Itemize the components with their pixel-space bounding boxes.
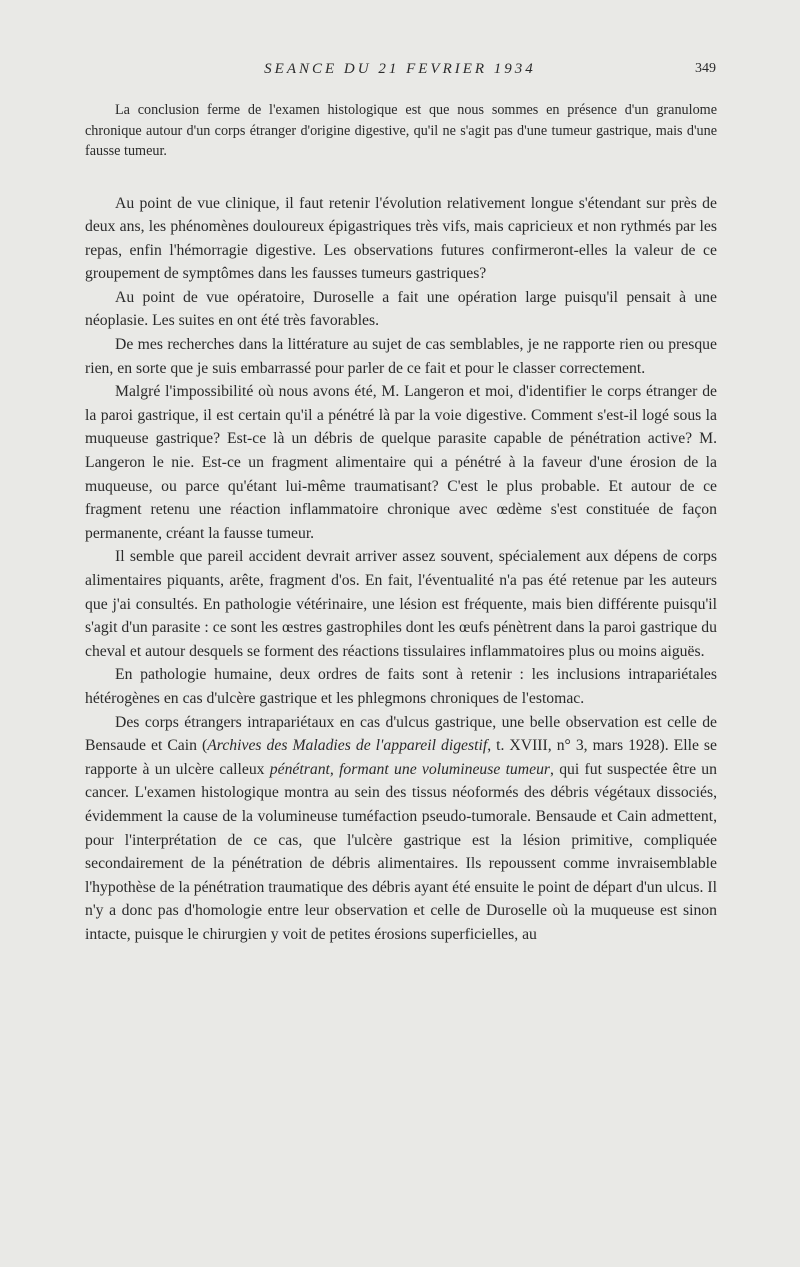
- paragraph-foreign-body: Malgré l'impossibilité où nous avons été, M. Langeron et moi, d'identifier le corps étranger de la paroi gastrique, il est certain qu'il a pénétré là par la voie digestive. Comment s'est-il logé sous la muqueuse gastrique? Est-ce là un débris de quelque parasite capable de pénétration active? M. Langeron le nie. Est-ce un fragment alimentaire qui a pénétré à la faveur d'une érosion de la muqueuse, ou parce qu'étant lui-même traumatisant? C'est le plus probable. Et autour de ce fragment retenu une réaction inflammatoire chronique avec œdème s'est constituée de façon permanente, créant la fausse tumeur.: [85, 383, 717, 542]
- journal-citation: Archives des Maladies de l'appareil digestif: [207, 737, 488, 755]
- paragraph-text-3: , qui fut suspectée être un cancer. L'examen histologique montra au sein des tissus néoformés des débris végétaux dissociés, évidemment la cause de la volumineuse tuméfaction pseudo-tumorale. Bensaude et Cain admettent, pour l'interprétation de ce cas, que l'ulcère gastrique est la lésion primitive, compliquée secondairement de la pénétration de débris alimentaires. Ils repoussent comme invraisemblable l'hypothèse de la pénétration traumatique des débris ayant été ensuite le point de départ d'un ulcus. Il n'y a donc pas d'homologie entre leur observation et celle de Duroselle où la muqueuse est sinon intacte, puisque le chirurgien y voit de petites érosions superficielles, au: [85, 760, 717, 943]
- page-header: [0, 56, 800, 84]
- paragraph-human-pathology: En pathologie humaine, deux ordres de faits sont à retenir : les inclusions intrapariétales hétérogènes en cas d'ulcère gastrique et les phlegmons chroniques de l'estomac.: [85, 666, 717, 707]
- emphasis-text: pénétrant, formant une volumineuse tumeur: [269, 760, 551, 778]
- page-number: 349: [695, 61, 716, 76]
- paragraph-research: De mes recherches dans la littérature au sujet de cas semblables, je ne rapporte rien ou presque rien, en sorte que je suis embarrassé pour parler de ce fait et pour le classer correctement.: [85, 336, 717, 377]
- paragraph-operative: Au point de vue opératoire, Duroselle a fait une opération large puisqu'il pensait à une néoplasie. Les suites en ont été très favorables.: [85, 288, 717, 330]
- body-text: [85, 100, 717, 947]
- paragraph-clinical: Au point de vue clinique, il faut retenir l'évolution relativement longue s'étendant sur près de deux ans, les phénomènes douloureux épigastriques très vifs, mais capricieux et non rythmés par les repas, enfin l'hémorragie digestive. Les observations futures confirmeront-elles la valeur de ce groupement de symptômes dans les fausses tumeurs gastriques?: [85, 194, 717, 283]
- paragraph-text-1: Des corps étrangers intrapariétaux en cas d'ulcus gastrique, une belle observation est celle de Bensaude et Cain (: [85, 713, 717, 755]
- paragraph-accident: Il semble que pareil accident devrait arriver assez souvent, spécialement aux dépens de corps alimentaires piquants, arête, fragment d'os. En fait, l'éventualité n'a pas été retenue par les auteurs que j'ai consultés. En pathologie vétérinaire, une lésion est fréquente, mais bien différente puisqu'il s'agit d'un parasite : ce sont les œstres gastrophiles dont les œufs pénètrent dans la paroi gastrique du cheval et autour desquels se forment des réactions tissulaires inflammatoires plus ou moins aiguës.: [85, 548, 717, 660]
- paragraph-text-2: , t. XVIII, n° 3, mars 1928). Elle se rapporte à un ulcère calleux: [85, 737, 717, 778]
- intro-paragraph: La conclusion ferme de l'examen histologique est que nous sommes en présence d'un granulome chronique autour d'un corps étranger d'origine digestive, qu'il ne s'agit pas d'une tumeur gastrique, mais d'une fausse tumeur.: [85, 102, 717, 159]
- paragraph-bensaude-cain: [85, 711, 717, 947]
- running-title: SEANCE DU 21 FEVRIER 1934: [264, 61, 536, 77]
